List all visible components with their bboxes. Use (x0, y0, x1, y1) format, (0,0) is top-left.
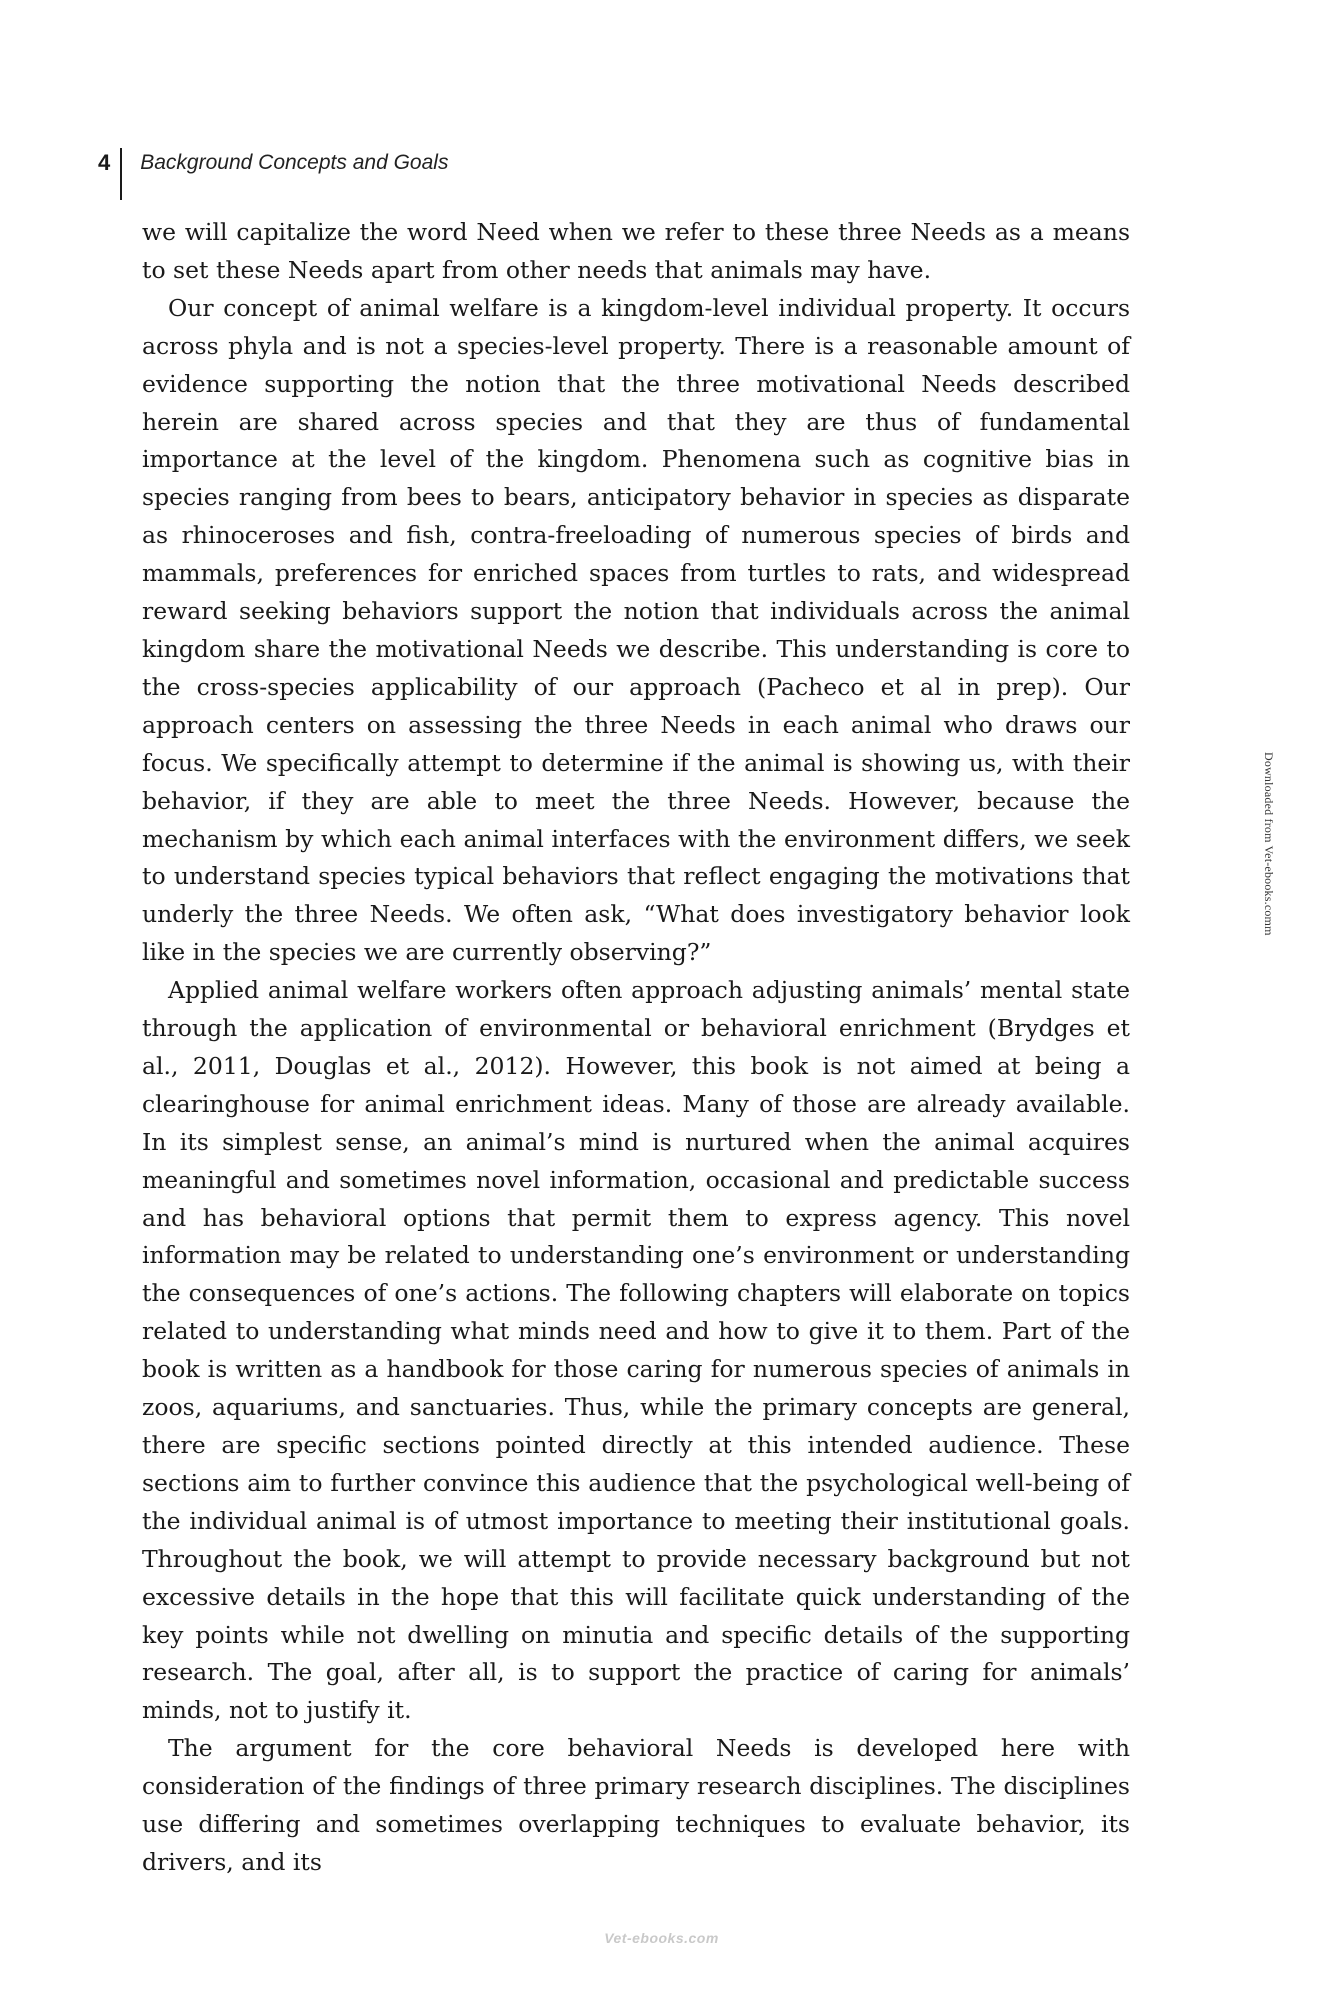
paragraph-enrichment: Applied animal welfare workers often approach adjusting animals’ mental state through the application of environmental or behavioral enrichment (Brydges et al., 2011, Douglas et al., 2012). However, this book is not aimed at being a clearinghouse for animal enrichment ideas. Many of those are already available. In its simplest sense, an animal’s mind is nurtured when the animal acquires meaningful and sometimes novel information, occasional and predictable success and has behavioral options that permit them to express agency. This novel information may be related to understanding one’s environment or understanding the consequences of one’s actions. The following chapters will elaborate on topics related to understanding what minds need and how to give it to them. Part of the book is written as a handbook for those caring for numerous species of animals in zoos, aquariums, and sanctuaries. Thus, while the primary concepts are general, there are specific sections pointed directly at this intended audience. These sections aim to further convince this audience that the psychological well-being of the individual animal is of utmost importance to meeting their institutional goals. Throughout the book, we will attempt to provide necessary background but not excessive details in the hope that this will facilitate quick understanding of the key points while not dwelling on minutia and specific details of the supporting research. The goal, after all, is to support the practice of caring for animals’ minds, not to justify it. (142, 976, 1130, 1725)
paragraph-core-needs: The argument for the core behavioral Needs is developed here with consideration of the findings of three primary research disciplines. The disciplines use differing and sometimes overlapping techniques to evaluate behavior, its drivers, and its (142, 1734, 1130, 1876)
body-text (142, 214, 1130, 1882)
watermark-logo: Vet-ebooks.com (604, 1930, 719, 1946)
header-rule (120, 148, 122, 200)
running-head (98, 148, 448, 200)
download-note: Downloaded from Vet-ebooks.comm (1262, 752, 1276, 936)
paragraph-continuation: we will capitalize the word Need when we refer to these three Needs as a means to set these Needs apart from other needs that animals may have. (142, 218, 1130, 284)
paragraph-welfare-concept: Our concept of animal welfare is a kingdom-level individual property. It occurs across phyla and is not a species-level property. There is a reasonable amount of evidence supporting the notion that the three motivational Needs described herein are shared across species and that they are thus of fundamental importance at the level of the kingdom. Phenomena such as cognitive bias in species ranging from bees to bears, anticipatory behavior in species as disparate as rhinoceroses and fish, contra-freeloading of numerous species of birds and mammals, preferences for enriched spaces from turtles to rats, and widespread reward seeking behaviors support the notion that individuals across the animal kingdom share the motivational Needs we describe. This understanding is core to the cross-species applicability of our approach (Pacheco et al in prep). Our approach centers on assessing the three Needs in each animal who draws our focus. We specifically attempt to determine if the animal is showing us, with their behavior, if they are able to meet the three Needs. However, because the mechanism by which each animal interfaces with the environment differs, we seek to understand species typical behaviors that reflect engaging the motivations that underly the three Needs. We often ask, “What does investigatory behavior look like in the species we are currently observing?” (142, 293, 1130, 967)
chapter-title: Background Concepts and Goals (140, 151, 449, 174)
page-number: 4 (98, 150, 111, 175)
